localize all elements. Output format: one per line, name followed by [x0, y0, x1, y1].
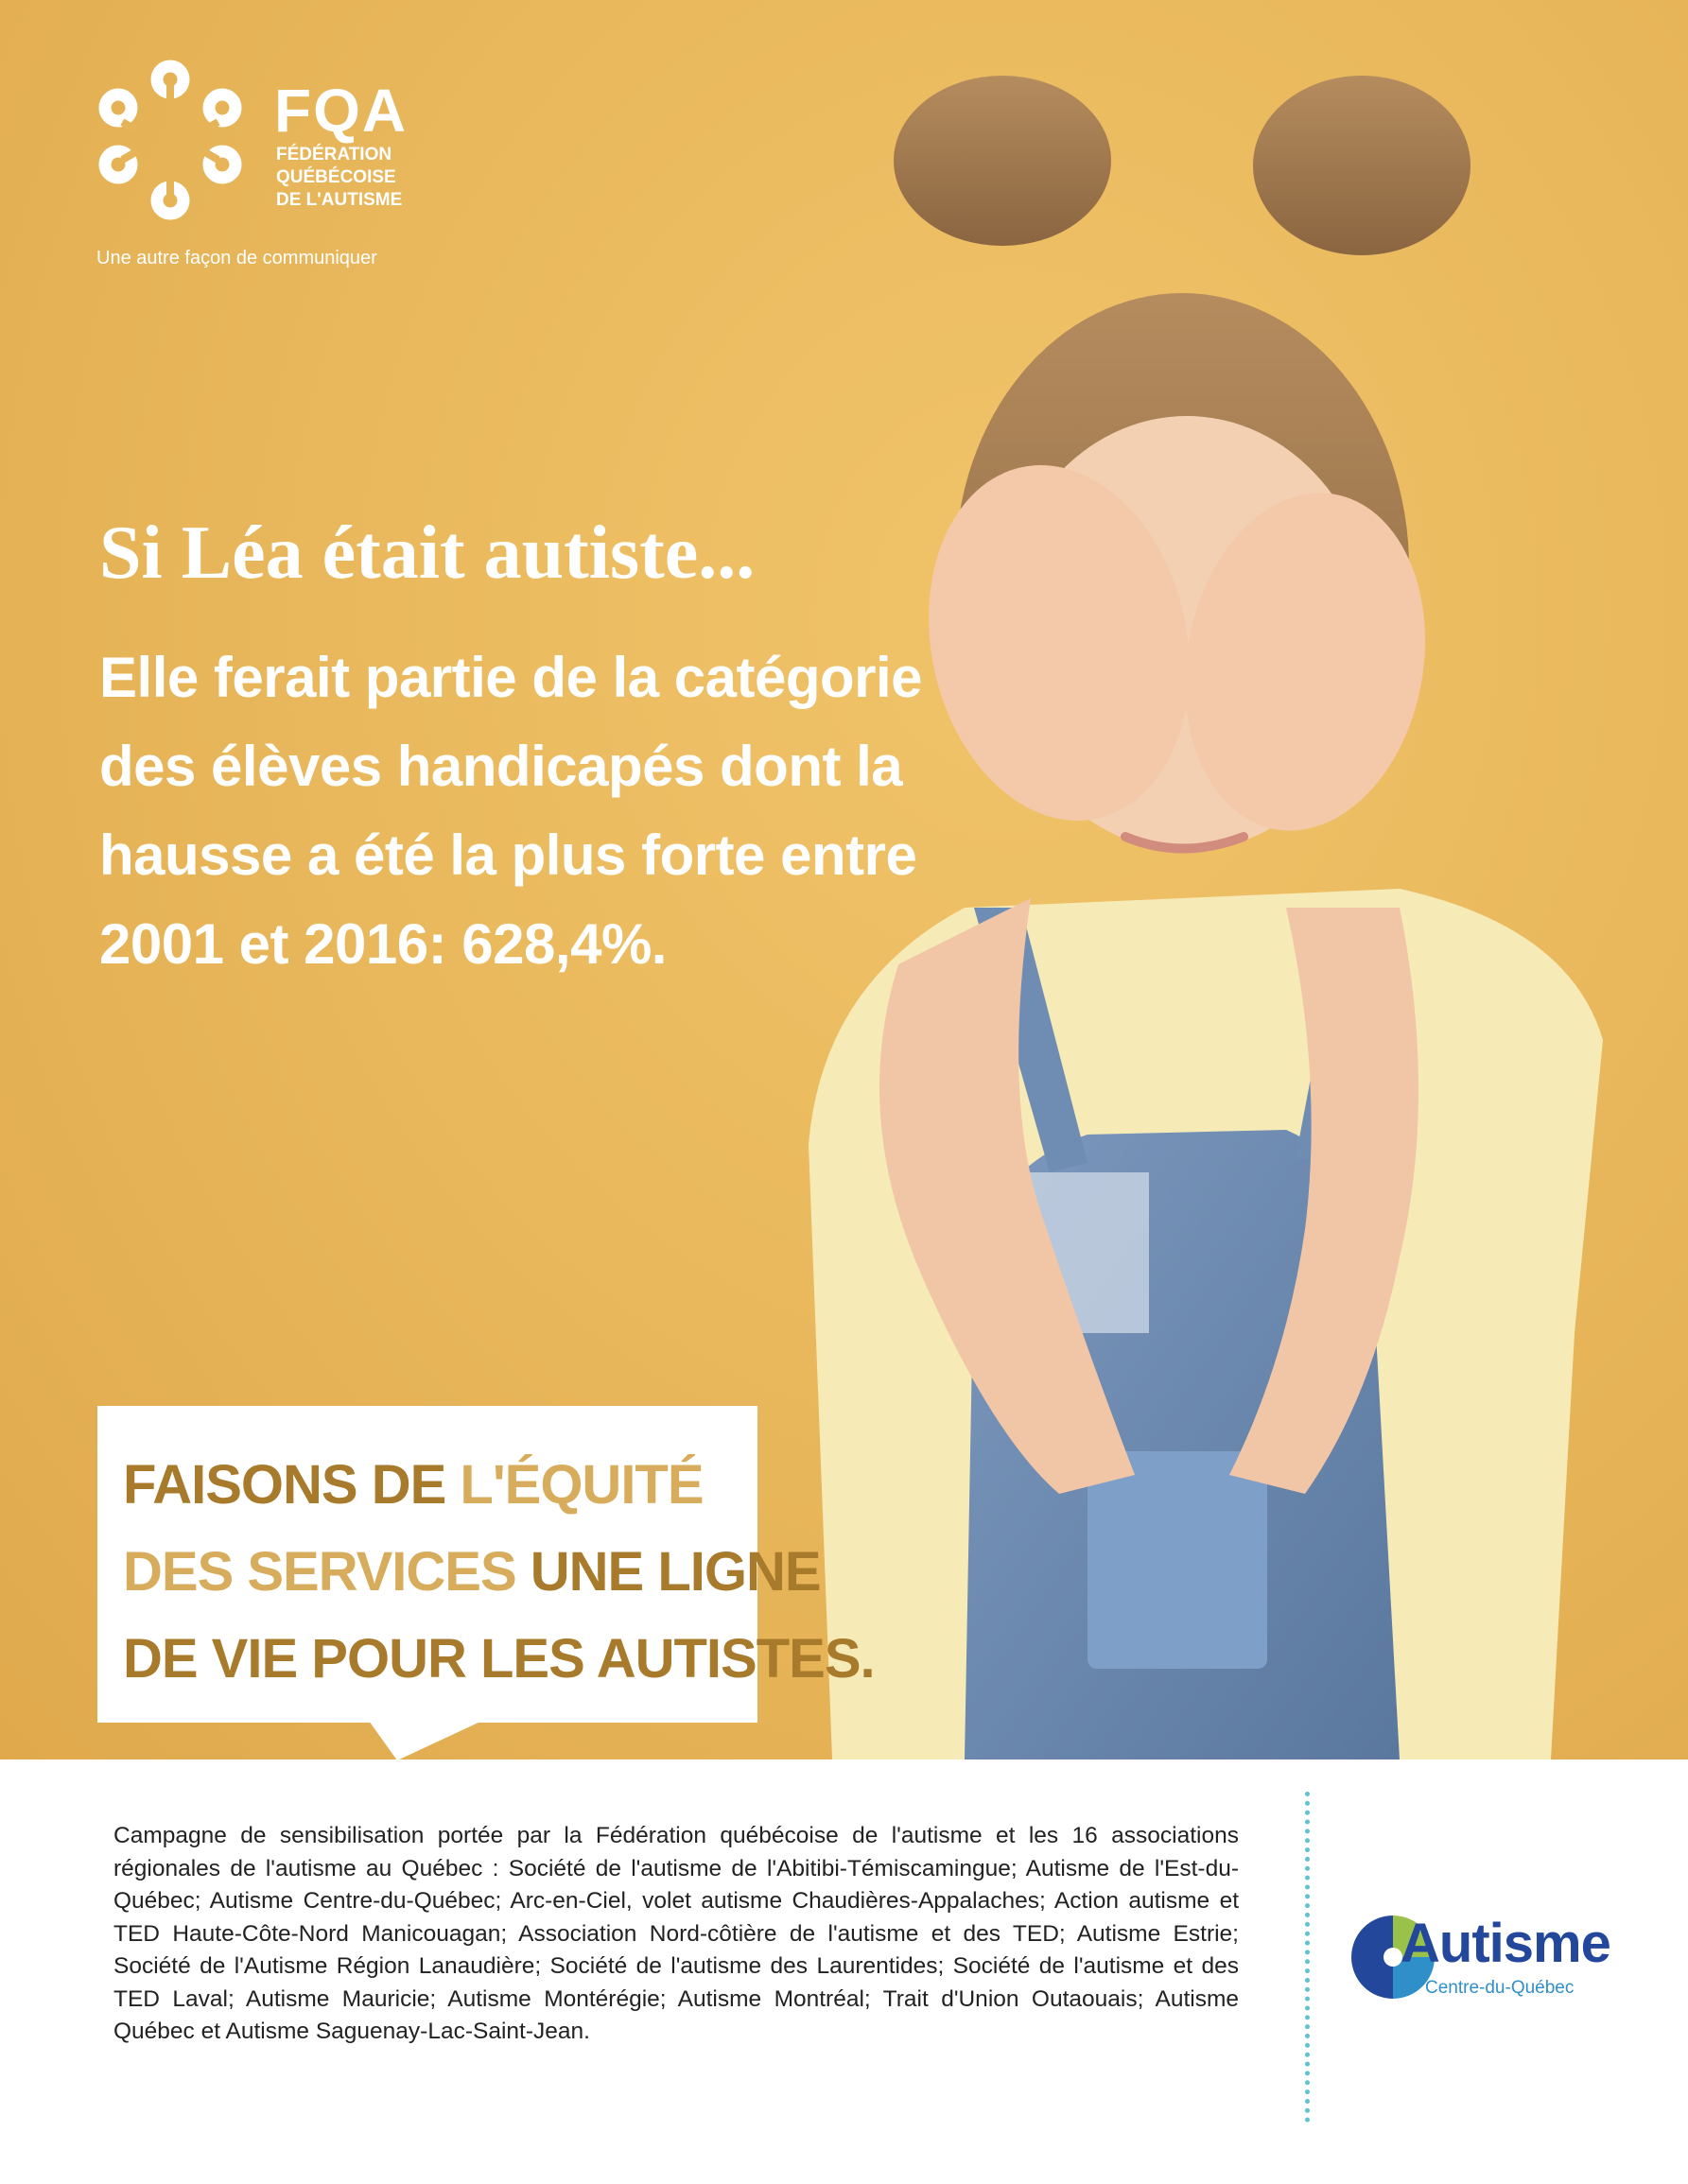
campaign-description: Campagne de sensibilisation portée par la Fédération québécoise de l'autisme et les 16 associations régionales de l'autisme au Québec : Société de l'autisme de l'Abitibi-Témiscamingue; Autisme de l'Est-du-Québec; Autisme Centre-du-Québec; Arc-en-Ciel, volet autisme Chaudières-Appalaches; Action autisme et TED Haute-Côte-Nord Manicouagan; Association Nord-côtière de l'autisme et des TED; Autisme Estrie; Société de l'Autisme Région Lanaudière; Société de l'autisme des Laurentides; Société de l'autisme et des TED Laval; Autisme Mauricie; Autisme Montérégie; Autisme Montréal; Trait d'Union Outaouais; Autisme Québec et Autisme Saguenay-Lac-Saint-Jean.	[113, 1823, 1239, 2044]
logo-acronym: FQA	[274, 77, 409, 145]
fqa-logo-mark-icon	[95, 59, 246, 224]
partner-name: Autisme	[1401, 1913, 1610, 1974]
speech-bubble	[97, 1406, 875, 1723]
fqa-logo	[95, 59, 416, 286]
logo-organization-name: FÉDÉRATION QUÉBÉCOISE DE L'AUTISME	[276, 145, 403, 210]
statistic-text: Elle ferait partie de la catégorie des élèves handicapés dont la hausse a été la plus forte entre 2001 et 2016: 628,4%.	[99, 646, 923, 976]
speech-bubble-text: FAISONS DE L'ÉQUITÉ DES SERVICES UNE LIGNE DE VIE POUR LES AUTISTES.	[123, 1454, 875, 1690]
autisme-centre-du-quebec-logo	[1348, 1910, 1622, 2014]
partner-region: Centre-du-Québec	[1425, 1978, 1575, 1998]
headline: Si Léa était autiste...	[99, 511, 756, 595]
logo-tagline: Une autre façon de communiquer	[96, 248, 377, 269]
speech-bubble-tail	[369, 1721, 482, 1759]
dotted-divider	[1305, 1792, 1310, 2123]
